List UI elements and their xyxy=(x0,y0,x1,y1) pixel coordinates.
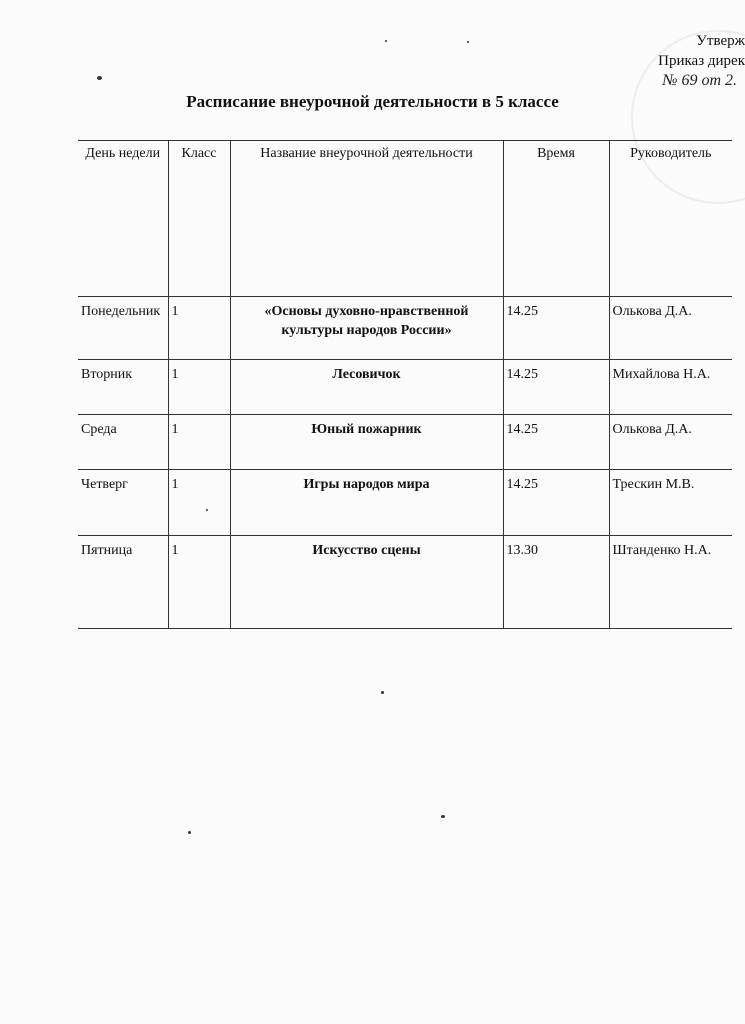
cell-time: 14.25 xyxy=(503,297,609,360)
header-activity: Название внеурочной деятельности xyxy=(230,141,503,297)
table-row xyxy=(78,297,732,360)
cell-class: 1 xyxy=(168,536,230,629)
scan-speck xyxy=(97,76,102,80)
cell-leader: Олькова Д.А. xyxy=(609,297,732,360)
cell-leader: Михайлова Н.А. xyxy=(609,360,732,415)
page-title: Расписание внеурочной деятельности в 5 классе xyxy=(186,92,559,111)
cell-time: 14.25 xyxy=(503,360,609,415)
cell-day: Пятница xyxy=(81,543,133,558)
cell-day: Вторник xyxy=(81,367,133,382)
cell-activity: Игры народов мира xyxy=(230,470,503,536)
cell-time: 14.25 xyxy=(503,415,609,470)
header-time: Время xyxy=(503,141,609,297)
cell-time: 13.30 xyxy=(503,536,609,629)
cell-leader: Трескин М.В. xyxy=(609,470,732,536)
table-row xyxy=(78,536,732,629)
cell-time: 14.25 xyxy=(503,470,609,536)
table-row xyxy=(78,360,732,415)
cell-activity: Юный пожарник xyxy=(230,415,503,470)
header-leader: Руководитель xyxy=(609,141,732,297)
scan-speck xyxy=(441,815,445,818)
table-row xyxy=(78,415,732,470)
approval-handwritten-order: № 69 от 2. xyxy=(662,72,737,89)
cell-class: 1 xyxy=(168,297,230,360)
cell-activity: «Основы духовно-нравственной культуры народов России» xyxy=(230,297,503,360)
approval-line-2: Приказ дирек xyxy=(658,53,745,69)
cell-day: Четверг xyxy=(81,477,128,492)
cell-class: 1 xyxy=(168,360,230,415)
scan-speck xyxy=(206,509,208,511)
cell-leader: Олькова Д.А. xyxy=(609,415,732,470)
cell-activity: Лесовичок xyxy=(230,360,503,415)
cell-leader: Штанденко Н.А. xyxy=(609,536,732,629)
header-day: День недели xyxy=(85,146,161,161)
cell-day: Среда xyxy=(81,422,117,437)
approval-line-1: Утверж xyxy=(696,33,745,49)
approval-block xyxy=(658,31,745,91)
scan-speck xyxy=(381,691,384,694)
table-header-row xyxy=(78,141,732,297)
schedule-table xyxy=(78,140,732,629)
table-row xyxy=(78,470,732,536)
cell-activity: Искусство сцены xyxy=(230,536,503,629)
scan-speck xyxy=(188,831,191,834)
cell-class: 1 xyxy=(168,415,230,470)
scan-speck xyxy=(467,41,469,43)
cell-day: Понедельник xyxy=(81,304,161,319)
cell-class: 1 xyxy=(168,470,230,536)
scan-speck xyxy=(385,40,387,42)
header-class: Класс xyxy=(168,141,230,297)
